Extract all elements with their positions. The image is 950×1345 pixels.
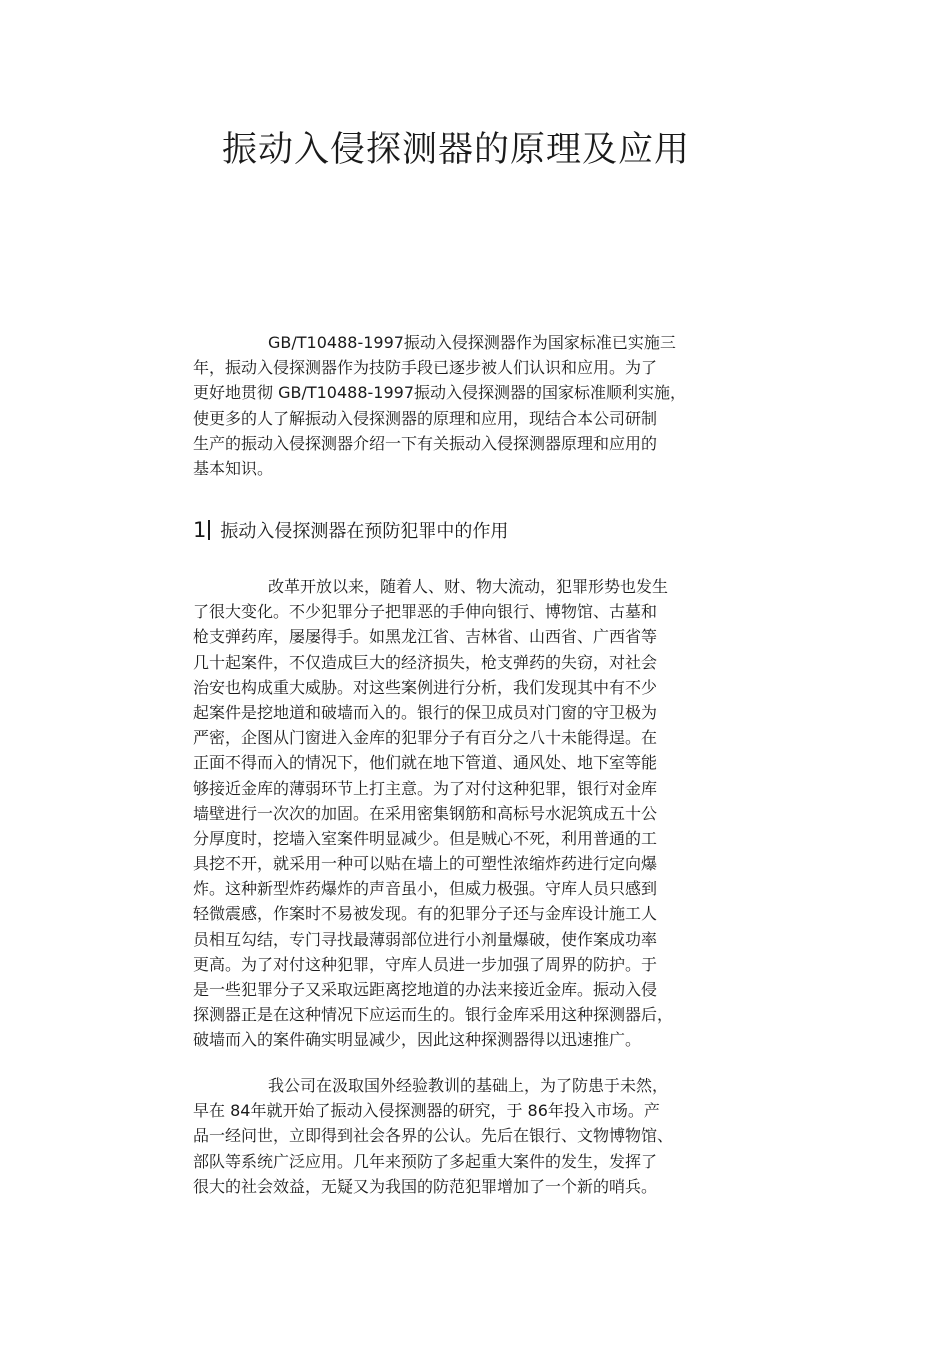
paragraph-line: 轻微震感，作案时不易被发现。有的犯罪分子还与金库设计施工人 xyxy=(193,904,658,924)
intro-line: GB/T10488-1997振动入侵探测器作为国家标准已实施三 xyxy=(268,333,676,352)
intro-line: 年，振动入侵探测器作为技防手段已逐步被人们认识和应用。为了 xyxy=(193,358,658,378)
document-title: 振动入侵探测器的原理及应用 xyxy=(221,130,690,170)
paragraph-line: 我公司在汲取国外经验教训的基础上，为了防患于未然， xyxy=(268,1076,669,1095)
paragraph-line: 探测器正是在这种情况下应运而生的。银行金库采用这种探测器后， xyxy=(193,1005,674,1025)
paragraph-line: 员相互勾结，专门寻找最薄弱部位进行小剂量爆破，使作案成功率 xyxy=(193,929,658,949)
intro-line: 基本知识。 xyxy=(193,458,274,478)
intro-line: 更好地贯彻 GB/T10488-1997振动入侵探测器的国家标准顺利实施， xyxy=(193,383,687,403)
paragraph-line: 起案件是挖地道和破墙而入的。银行的保卫成员对门窗的守卫极为 xyxy=(193,702,658,722)
section-paragraph xyxy=(193,1073,743,1199)
paragraph-line: 早在 84年就开始了振动入侵探测器的研究，于 86年投入市场。产 xyxy=(193,1101,660,1121)
intro-line: 使更多的人了解振动入侵探测器的原理和应用，现结合本公司研制 xyxy=(193,408,658,428)
paragraph-line: 部队等系统广泛应用。几年来预防了多起重大案件的发生，发挥了 xyxy=(193,1151,658,1171)
paragraph-line: 墙壁进行一次次的加固。在采用密集钢筋和高标号水泥筑成五十公 xyxy=(193,803,658,823)
section-number: 1 xyxy=(193,518,207,542)
paragraph-line: 了很大变化。不少犯罪分子把罪恶的手伸向银行、博物馆、古墓和 xyxy=(193,602,658,622)
paragraph-line: 炸。这种新型炸药爆炸的声音虽小，但威力极强。守库人员只感到 xyxy=(193,879,658,899)
intro-line: 生产的振动入侵探测器介绍一下有关振动入侵探测器原理和应用的 xyxy=(193,433,658,453)
paragraph-line: 更高。为了对付这种犯罪，守库人员进一步加强了周界的防护。于 xyxy=(193,954,658,974)
section-heading xyxy=(193,517,508,543)
intro-paragraph xyxy=(193,330,718,481)
paragraph-line: 分厚度时，挖墙入室案件明显减少。但是贼心不死，利用普通的工 xyxy=(193,828,658,848)
section-paragraph xyxy=(193,574,718,1053)
paragraph-line: 够接近金库的薄弱环节上打主意。为了对付这种犯罪，银行对金库 xyxy=(193,778,658,798)
paragraph-line: 治安也构成重大威胁。对这些案例进行分析，我们发现其中有不少 xyxy=(193,677,658,697)
paragraph-line: 枪支弹药库，屡屡得手。如黑龙江省、吉林省、山西省、广西省等 xyxy=(193,627,658,647)
paragraph-line: 破墙而入的案件确实明显减少，因此这种探测器得以迅速推广。 xyxy=(193,1030,642,1050)
paragraph-line: 正面不得而入的情况下，他们就在地下管道、通风处、地下室等能 xyxy=(193,753,658,773)
paragraph-line: 具挖不开，就采用一种可以贴在墙上的可塑性浓缩炸药进行定向爆 xyxy=(193,854,658,874)
paragraph-line: 是一些犯罪分子又采取远距离挖地道的办法来接近金库。振动入侵 xyxy=(193,980,658,999)
section-heading-text: 振动入侵探测器在预防犯罪中的作用 xyxy=(220,521,509,542)
section-divider-bar xyxy=(208,520,210,540)
paragraph-line: 很大的社会效益，无疑又为我国的防范犯罪增加了一个新的哨兵。 xyxy=(193,1176,658,1196)
paragraph-line: 品一经问世，立即得到社会各界的公认。先后在银行、文物博物馆、 xyxy=(193,1126,674,1146)
paragraph-line: 改革开放以来，随着人、财、物大流动，犯罪形势也发生 xyxy=(268,577,669,596)
paragraph-line: 几十起案件，不仅造成巨大的经济损失，枪支弹药的失窃，对社会 xyxy=(193,652,658,672)
paragraph-line: 严密，企图从门窗进入金库的犯罪分子有百分之八十未能得逞。在 xyxy=(193,728,658,748)
